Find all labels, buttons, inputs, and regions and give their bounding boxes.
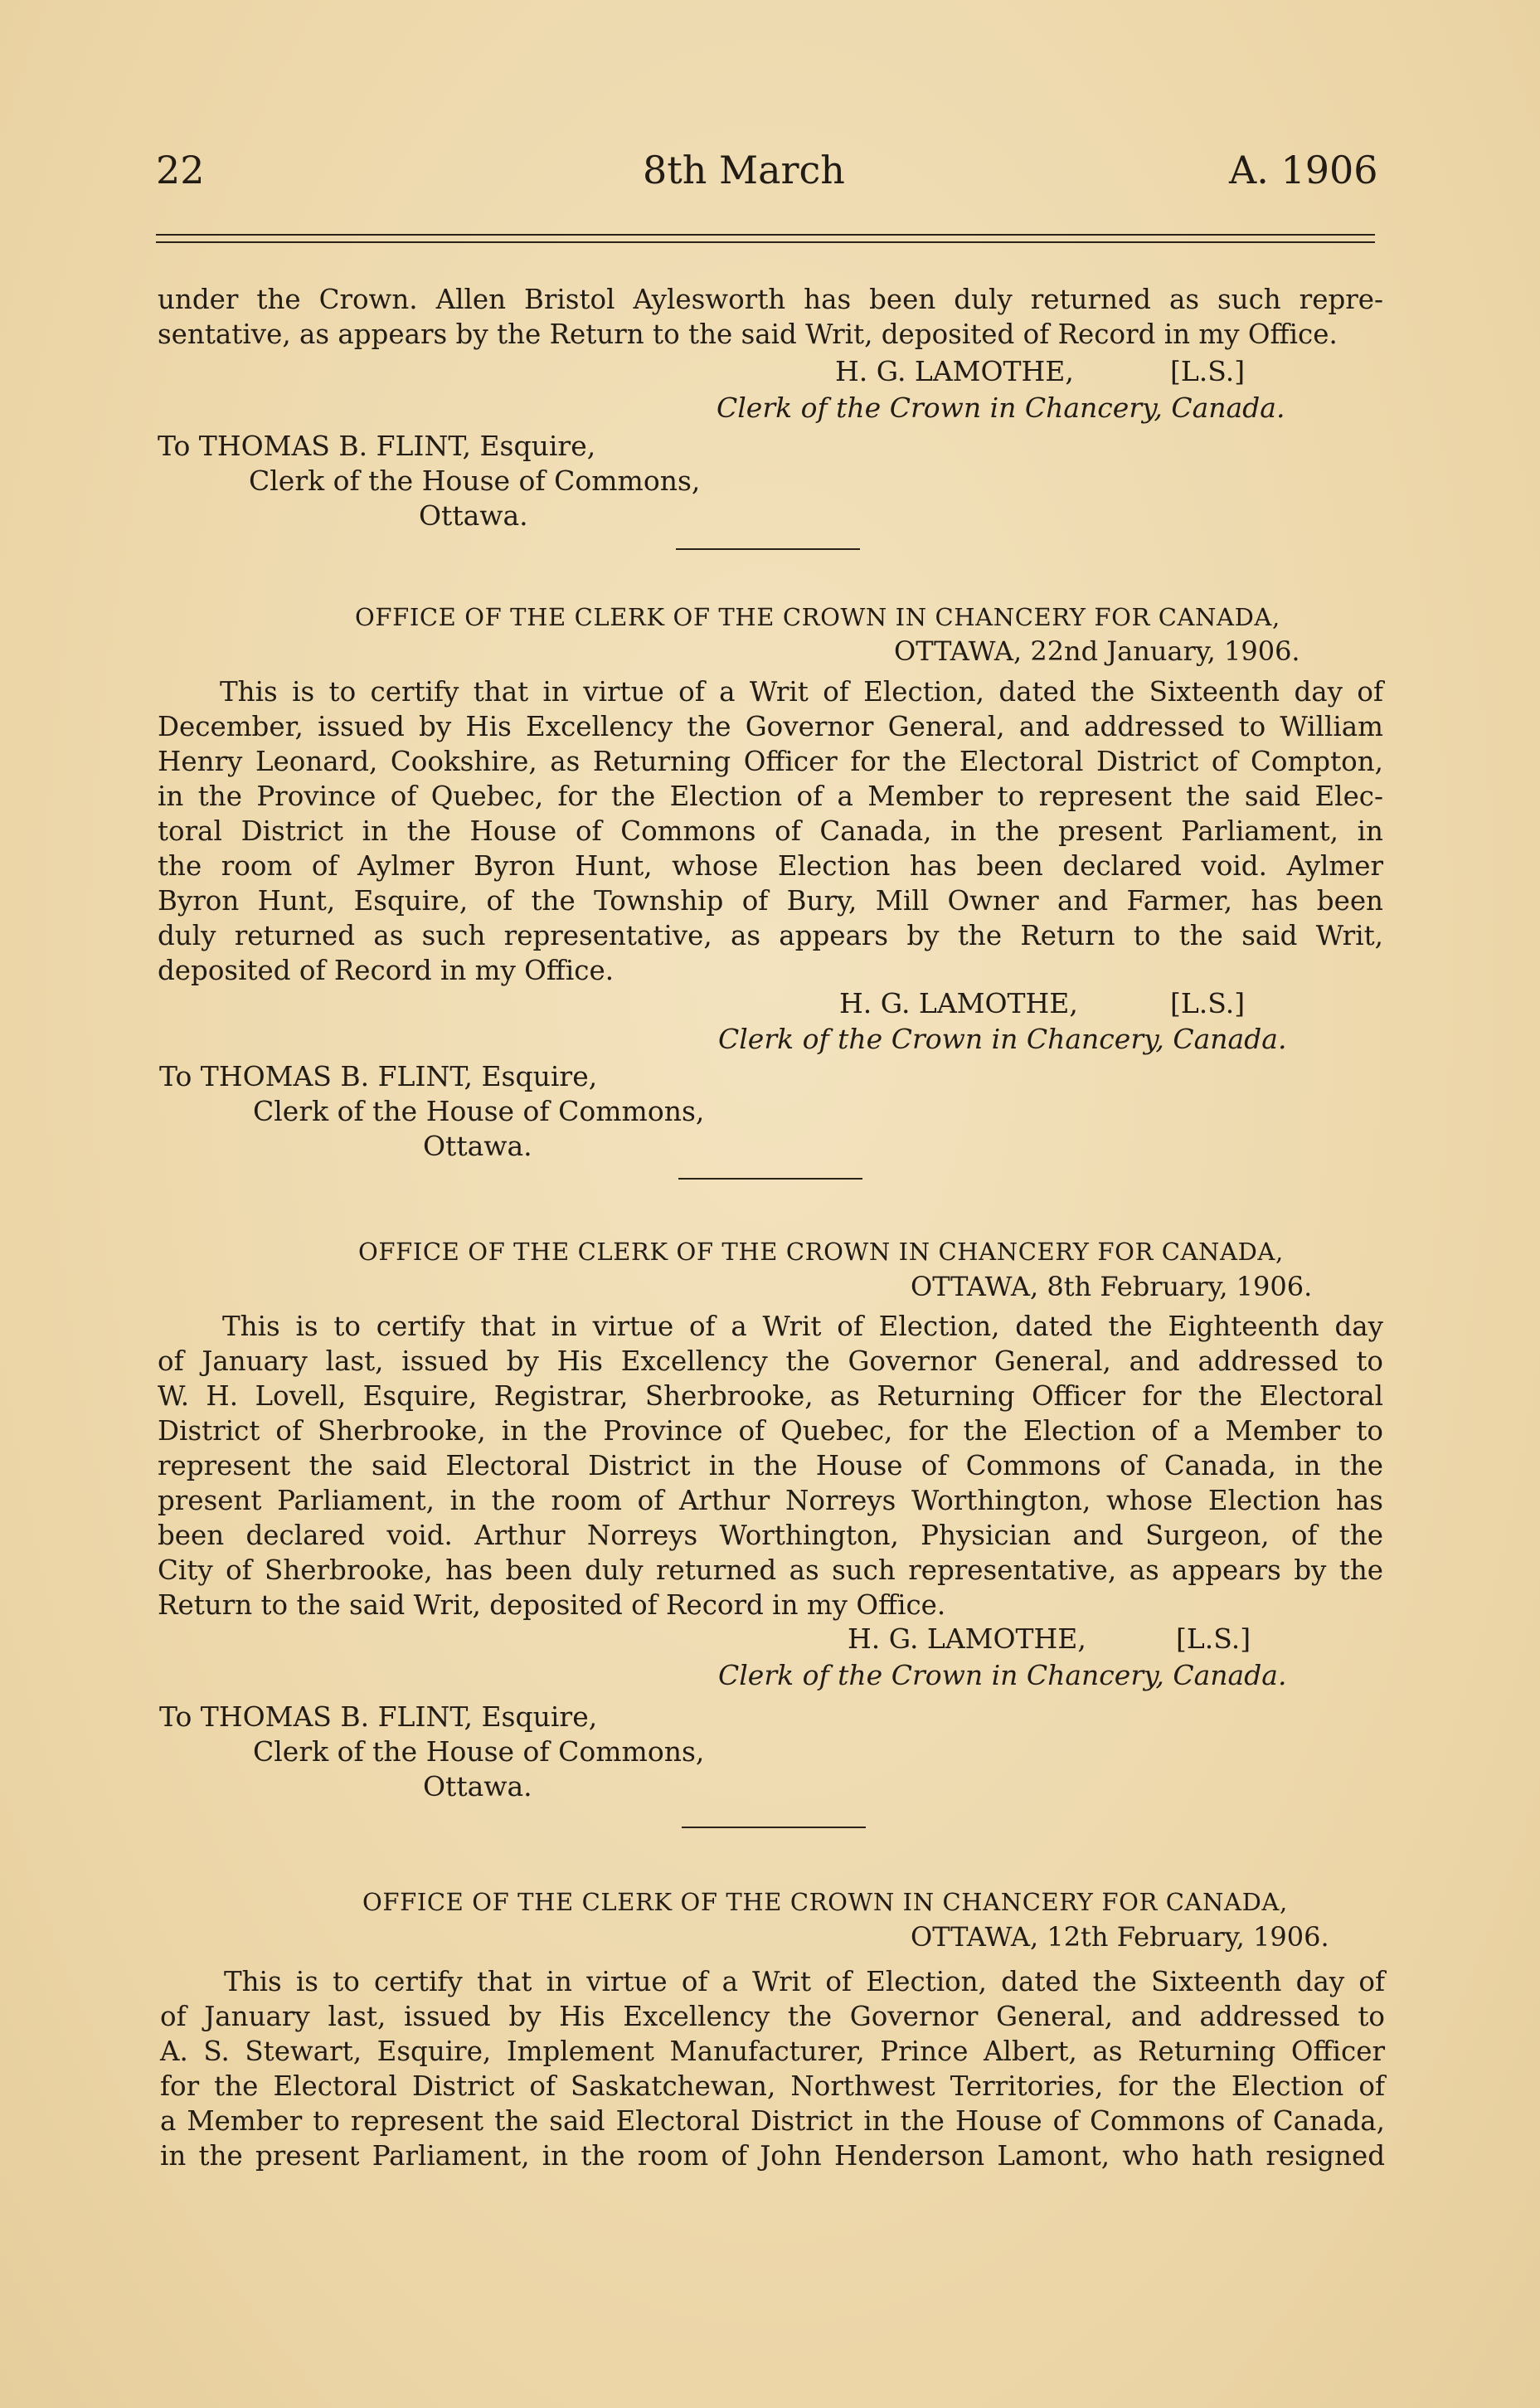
- section-divider: [682, 1827, 866, 1828]
- addressee-line: Ottawa.: [423, 1130, 532, 1162]
- header-rule-top: [156, 234, 1375, 236]
- body-line: W. H. Lovell, Esquire, Registrar, Sherbrooke, as Returning Officer for the Electoral: [158, 1380, 1383, 1412]
- running-year: A. 1906: [1229, 148, 1378, 192]
- addressee-line: Clerk of the House of Commons,: [249, 465, 701, 497]
- signature-name: H. G. LAMOTHE,: [848, 1622, 1086, 1655]
- body-line: a Member to represent the said Electoral District in the House of Commons of Canada,: [160, 2105, 1385, 2137]
- section-divider: [678, 1178, 862, 1180]
- running-date: 8th March: [643, 148, 845, 192]
- body-line: Return to the said Writ, deposited of Record in my Office.: [158, 1589, 946, 1621]
- signature-name: H. G. LAMOTHE,: [839, 987, 1078, 1019]
- addressee-line: Clerk of the House of Commons,: [253, 1095, 705, 1127]
- office-heading: OFFICE OF THE CLERK OF THE CROWN IN CHANCERY FOR CANADA,: [362, 1888, 1288, 1916]
- office-heading: OFFICE OF THE CLERK OF THE CROWN IN CHANCERY FOR CANADA,: [355, 603, 1280, 631]
- body-line: Henry Leonard, Cookshire, as Returning Officer for the Electoral District of Compton,: [158, 746, 1383, 777]
- section-divider: [676, 548, 860, 550]
- signature-title: Clerk of the Crown in Chancery, Canada.: [718, 1023, 1287, 1055]
- body-line: been declared void. Arthur Norreys Worthington, Physician and Surgeon, of the: [158, 1520, 1383, 1551]
- body-line: of January last, issued by His Excellency the Governor General, and addressed to: [160, 2001, 1385, 2032]
- place-date: OTTAWA, 22nd January, 1906.: [894, 635, 1300, 667]
- body-line: This is to certify that in virtue of a Writ of Election, dated the Eighteenth day: [222, 1311, 1383, 1342]
- body-line: represent the said Electoral District in the House of Commons of Canada, in the: [158, 1450, 1383, 1481]
- addressee-line: Ottawa.: [419, 499, 528, 532]
- body-line: of January last, issued by His Excellency the Governor General, and addressed to: [158, 1345, 1383, 1377]
- addressee-line: To THOMAS B. FLINT, Esquire,: [158, 430, 596, 462]
- body-line: the room of Aylmer Byron Hunt, whose Election has been declared void. Aylmer: [158, 850, 1383, 882]
- body-line: toral District in the House of Commons of Canada, in the present Parliament, in: [158, 815, 1383, 847]
- body-line: sentative, as appears by the Return to the said Writ, deposited of Record in my Office.: [158, 319, 1338, 350]
- body-line: A. S. Stewart, Esquire, Implement Manufacturer, Prince Albert, as Returning Officer: [160, 2036, 1385, 2067]
- body-line: City of Sherbrooke, has been duly returned as such representative, as appears by the: [158, 1554, 1383, 1586]
- body-line: This is to certify that in virtue of a Writ of Election, dated the Sixteenth day of: [220, 676, 1383, 708]
- body-line: under the Crown. Allen Bristol Aylesworth has been duly returned as such repre-: [158, 284, 1383, 315]
- addressee-line: To THOMAS B. FLINT, Esquire,: [159, 1060, 598, 1092]
- addressee-line: Ottawa.: [423, 1770, 532, 1802]
- body-line: present Parliament, in the room of Arthur Norreys Worthington, whose Election has: [158, 1485, 1383, 1516]
- body-line: for the Electoral District of Saskatchewan, Northwest Territories, for the Election of: [160, 2070, 1385, 2102]
- addressee-line: Clerk of the House of Commons,: [253, 1735, 705, 1768]
- place-date: OTTAWA, 12th February, 1906.: [911, 1921, 1329, 1953]
- page-number: 22: [156, 148, 205, 192]
- seal-mark: [L.S.]: [1176, 1622, 1251, 1655]
- office-heading: OFFICE OF THE CLERK OF THE CROWN IN CHANCERY FOR CANADA,: [358, 1238, 1284, 1266]
- body-line: in the Province of Quebec, for the Election of a Member to represent the said Elec-: [158, 781, 1383, 812]
- body-line: This is to certify that in virtue of a Writ of Election, dated the Sixteenth day of: [224, 1966, 1385, 1997]
- signature-name: H. G. LAMOTHE,: [835, 355, 1074, 387]
- body-line: Byron Hunt, Esquire, of the Township of Bury, Mill Owner and Farmer, has been: [158, 885, 1383, 917]
- seal-mark: [L.S.]: [1170, 987, 1246, 1019]
- body-line: December, issued by His Excellency the Governor General, and addressed to William: [158, 711, 1383, 742]
- signature-title: Clerk of the Crown in Chancery, Canada.: [718, 1659, 1287, 1691]
- seal-mark: [L.S.]: [1170, 355, 1246, 387]
- body-line: District of Sherbrooke, in the Province of Quebec, for the Election of a Member to: [158, 1415, 1383, 1447]
- header-rule-bottom: [156, 241, 1375, 243]
- body-line: deposited of Record in my Office.: [158, 955, 615, 986]
- body-line: in the present Parliament, in the room of John Henderson Lamont, who hath resigned: [160, 2140, 1385, 2172]
- place-date: OTTAWA, 8th February, 1906.: [911, 1271, 1313, 1302]
- addressee-line: To THOMAS B. FLINT, Esquire,: [159, 1700, 598, 1733]
- body-line: duly returned as such representative, as appears by the Return to the said Writ,: [158, 920, 1383, 951]
- signature-title: Clerk of the Crown in Chancery, Canada.: [717, 392, 1285, 424]
